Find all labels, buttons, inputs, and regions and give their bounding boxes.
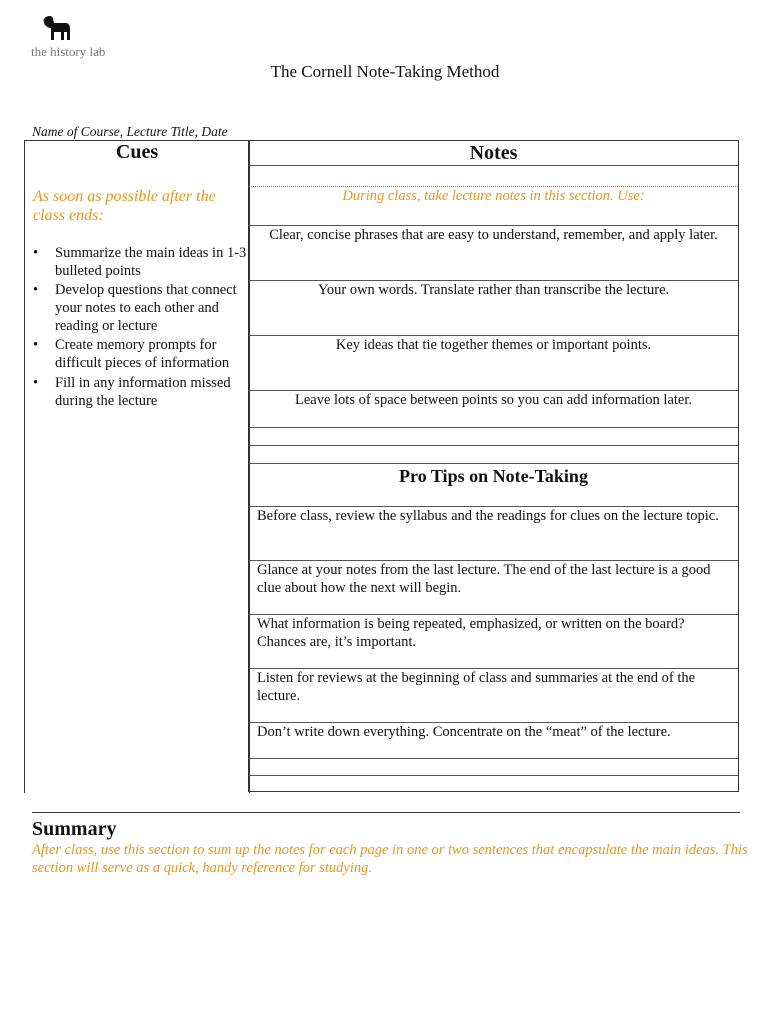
notes-intro: During class, take lecture notes in this section. Use: bbox=[342, 188, 645, 204]
notes-column bbox=[248, 140, 739, 792]
list-item: • Create memory prompts for difficult pieces of information bbox=[33, 337, 247, 372]
course-line: Name of Course, Lecture Title, Date bbox=[32, 124, 228, 139]
cues-heading: Cues bbox=[115, 141, 159, 163]
tip-row: What information is being repeated, emphasized, or written on the board? Chances are, it’s important. bbox=[257, 616, 685, 650]
notes-row: Clear, concise phrases that are easy to understand, remember, and apply later. bbox=[269, 227, 718, 243]
notes-row: Leave lots of space between points so you can add information later. bbox=[294, 392, 692, 408]
list-item: • Develop questions that connect your notes to each other and reading or lecture bbox=[33, 282, 247, 335]
tip-row: Don’t write down everything. Concentrate on the “meat” of the lecture. bbox=[257, 724, 671, 740]
list-item: • Fill in any information missed during the lecture bbox=[33, 375, 247, 410]
notes-heading: Notes bbox=[469, 142, 518, 164]
list-item: • Summarize the main ideas in 1-3 bulleted points bbox=[33, 245, 247, 280]
tip-row: Listen for reviews at the beginning of class and summaries at the end of the lecture. bbox=[257, 670, 696, 704]
brand-name: the history lab bbox=[31, 44, 106, 59]
tip-row: Glance at your notes from the last lecture. The end of the last lecture is a good clue about how the next will begin. bbox=[257, 562, 711, 596]
summary-heading: Summary bbox=[32, 818, 117, 840]
page-title: The Cornell Note-Taking Method bbox=[270, 62, 500, 81]
cues-intro: As soon as possible after the class ends: bbox=[33, 188, 216, 225]
tip-row: Before class, review the syllabus and the readings for clues on the lecture topic. bbox=[257, 508, 719, 524]
dog-icon bbox=[40, 14, 72, 42]
cues-list bbox=[33, 245, 247, 412]
summary-divider bbox=[32, 812, 740, 813]
cues-column bbox=[24, 140, 250, 793]
summary-text: After class, use this section to sum up the notes for each page in one or two sentences that encapsulate the main ideas. This section will serve as a quick, handy reference for studying. bbox=[32, 842, 748, 876]
notes-row: Key ideas that tie together themes or important points. bbox=[335, 337, 652, 353]
notes-row: Your own words. Translate rather than transcribe the lecture. bbox=[317, 282, 670, 298]
pro-tips-heading: Pro Tips on Note-Taking bbox=[399, 466, 588, 486]
